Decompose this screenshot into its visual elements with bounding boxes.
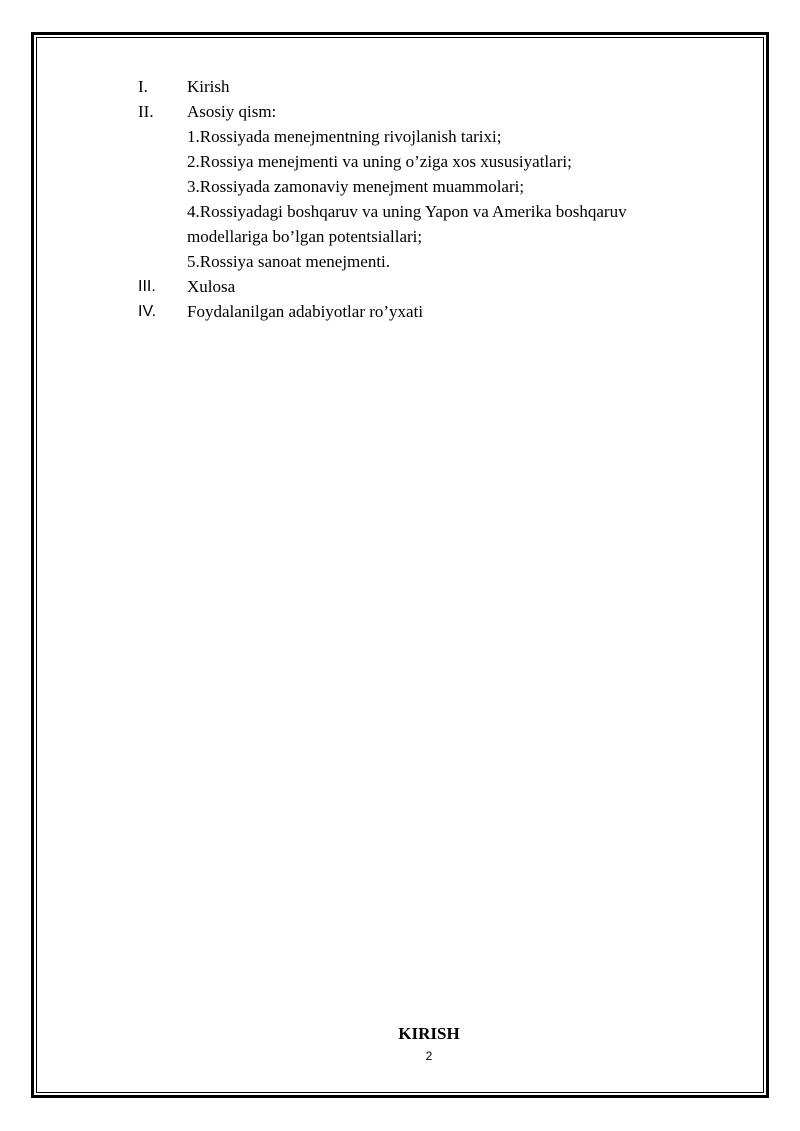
toc-numeral: II.: [138, 102, 154, 121]
toc-entry-kirish: [0, 75, 800, 99]
toc-entry-adabiyotlar: [0, 300, 800, 324]
toc-subentry-4-continued: [0, 225, 800, 249]
toc-numeral: III.: [138, 278, 156, 295]
toc-sublabel: 5.Rossiya sanoat menejmenti.: [187, 252, 391, 271]
table-of-contents: [0, 0, 800, 340]
toc-subentry-2: [0, 150, 800, 174]
toc-label: Foydalanilgan adabiyotlar ro’yxati: [187, 302, 424, 321]
toc-subentry-5: [0, 250, 800, 274]
toc-subentry-3: [0, 175, 800, 199]
toc-label: Asosiy qism:: [187, 102, 277, 121]
toc-entry-asosiy-qism: [0, 100, 800, 124]
page-number: 2: [425, 1049, 433, 1063]
toc-sublabel: 2.Rossiya menejmenti va uning o’ziga xos xususiyatlari;: [187, 152, 572, 171]
toc-subentry-1: [0, 125, 800, 149]
toc-sublabel: modellariga bo’lgan potentsiallari;: [187, 227, 423, 246]
toc-numeral: I.: [138, 77, 148, 96]
toc-label: Xulosa: [187, 277, 236, 296]
toc-sublabel: 4.Rossiyadagi boshqaruv va uning Yapon va Amerika boshqaruv: [187, 202, 627, 221]
toc-subentry-4: [0, 200, 800, 224]
toc-sublabel: 1.Rossiyada menejmentning rivojlanish tarixi;: [187, 127, 502, 146]
section-heading: KIRISH: [398, 1024, 460, 1043]
toc-entry-xulosa: [0, 275, 800, 299]
toc-sublabel: 3.Rossiyada zamonaviy menejment muammolari;: [187, 177, 525, 196]
toc-numeral: IV.: [138, 303, 157, 320]
toc-label: Kirish: [187, 77, 230, 96]
